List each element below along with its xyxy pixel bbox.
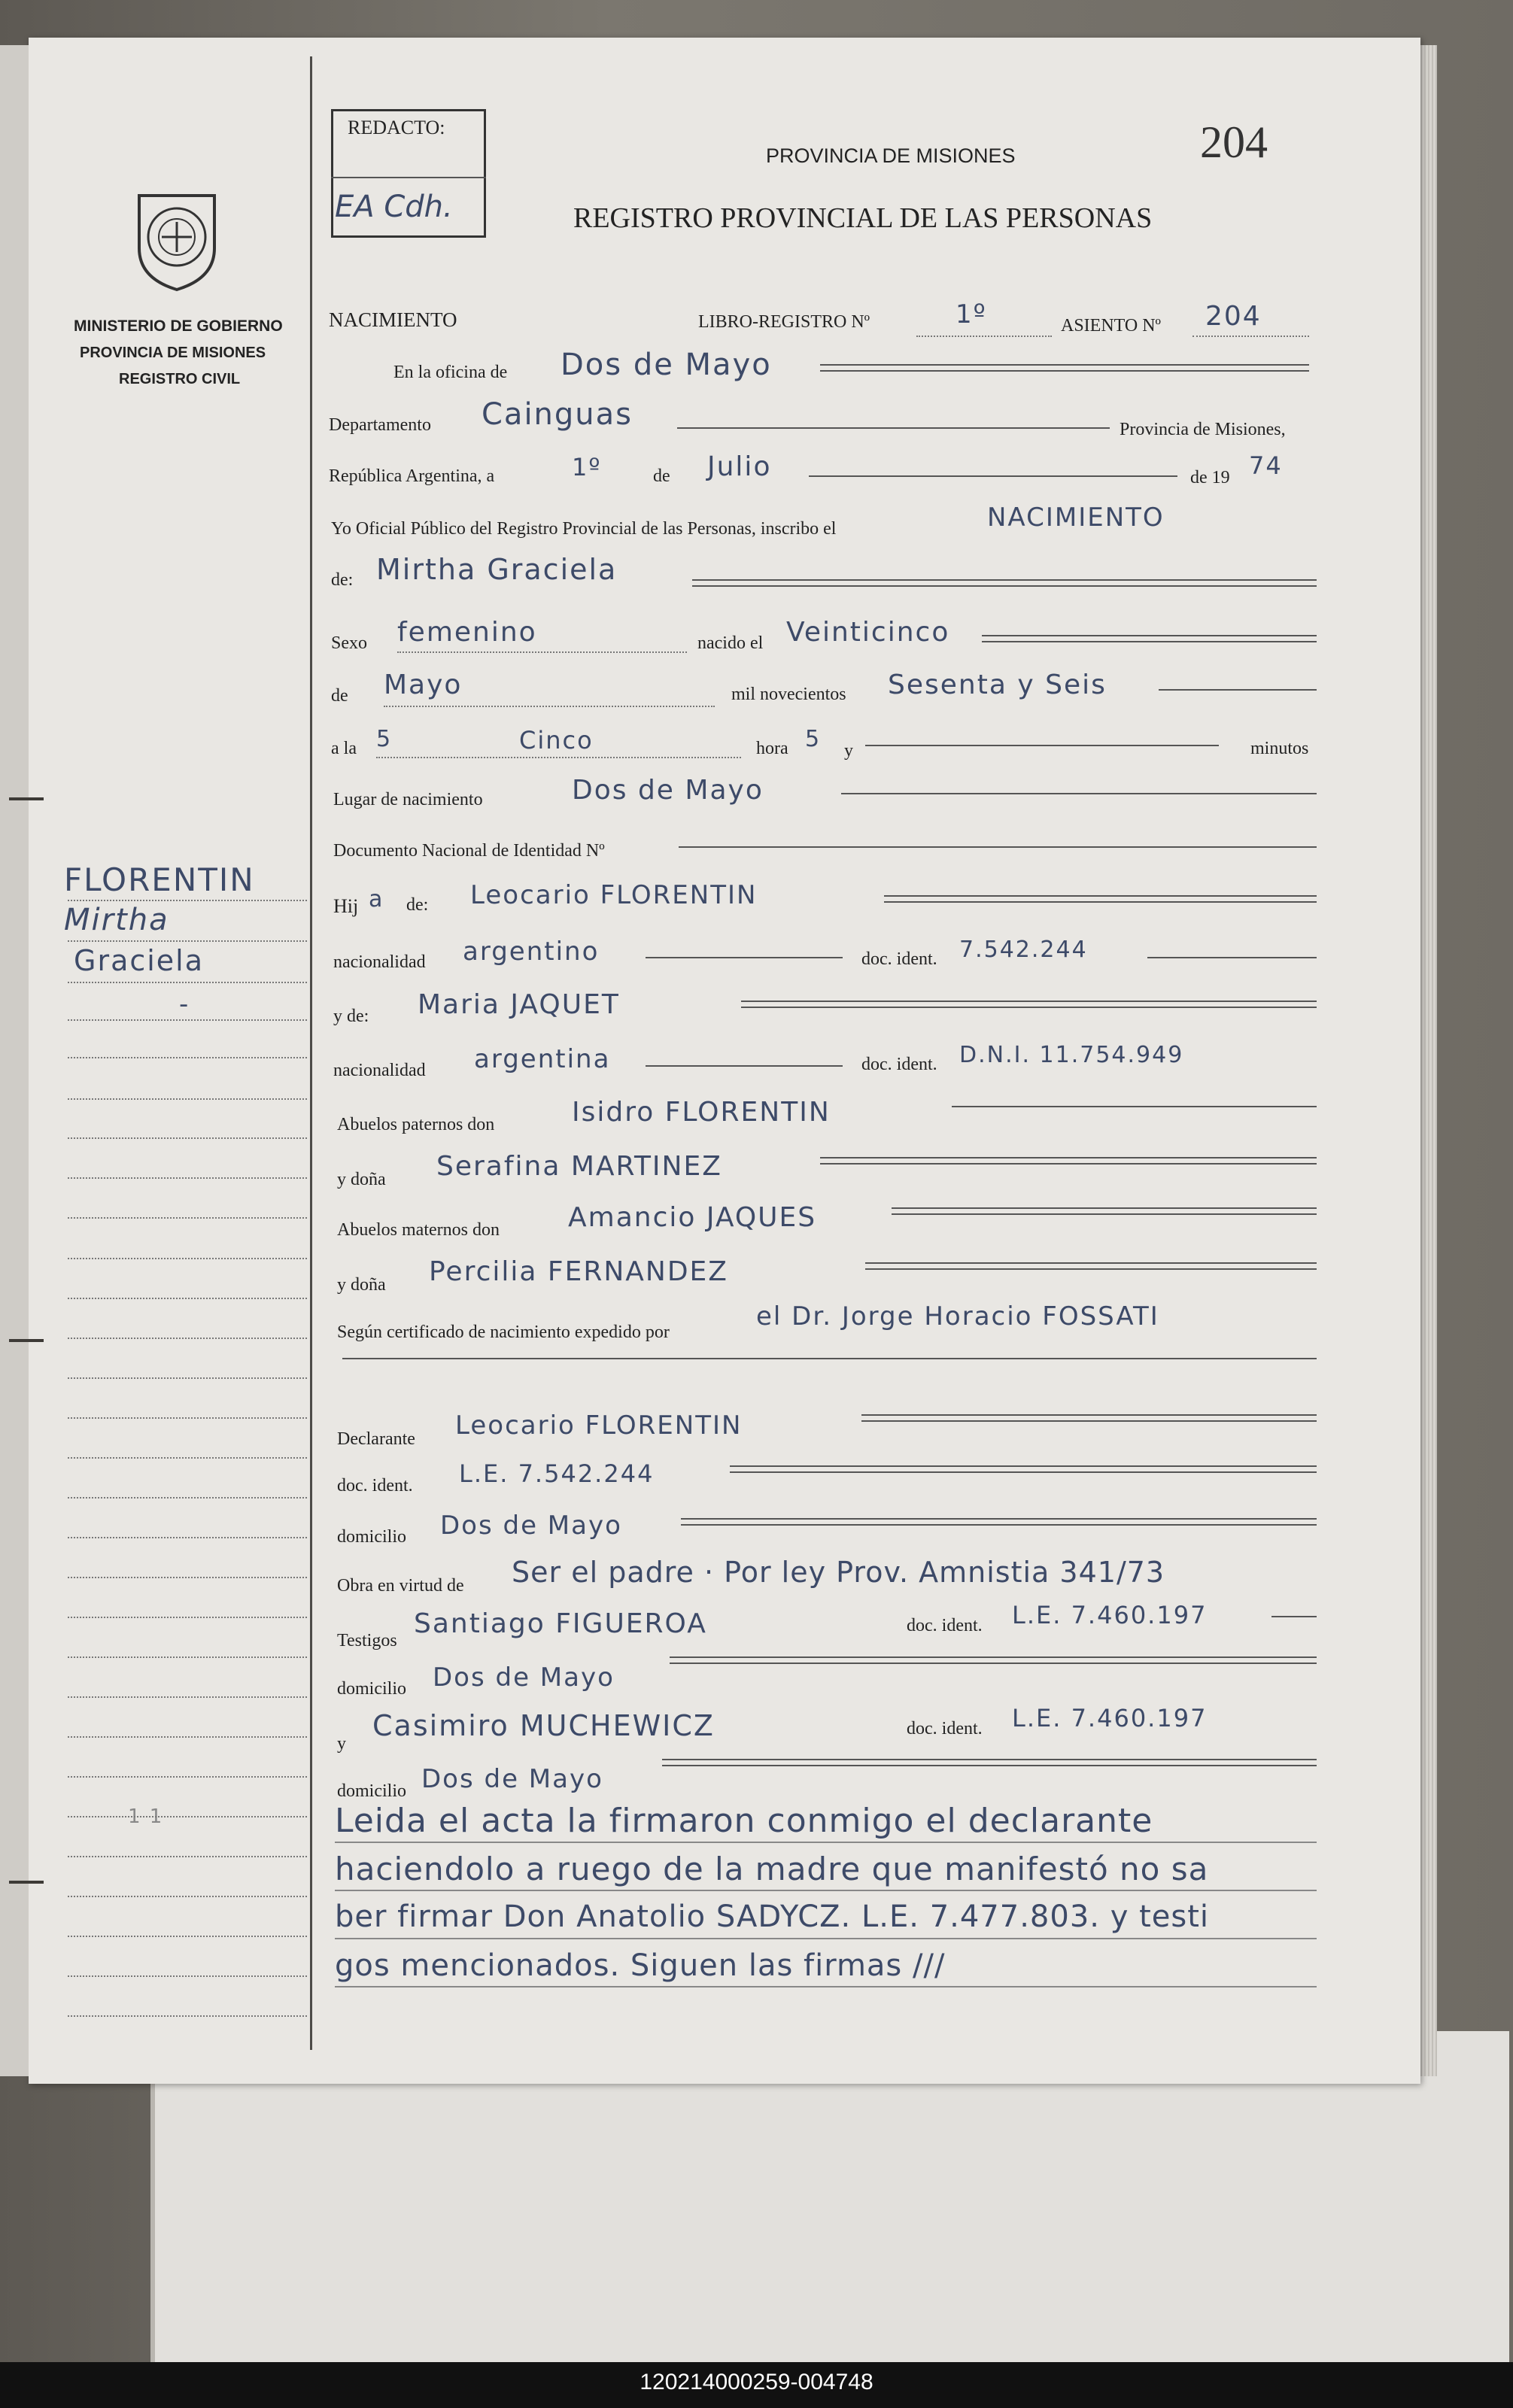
fill-line — [662, 1759, 1317, 1766]
margin-line — [68, 940, 307, 942]
fill-line — [692, 579, 1317, 587]
fill-line — [865, 1262, 1317, 1270]
anio-nac-value: Sesenta y Seis — [888, 670, 1107, 700]
seal-icon — [128, 181, 226, 293]
fill-line — [1192, 336, 1309, 337]
margin-line — [68, 1617, 307, 1618]
doc-padre-label: doc. ident. — [861, 949, 937, 969]
nacionalidad-padre-value: argentino — [463, 937, 600, 967]
anio-label: de 19 — [1190, 468, 1230, 487]
margin-line — [68, 1177, 307, 1179]
oficial-value: NACIMIENTO — [987, 503, 1165, 533]
nombre-value: Mirtha Graciela — [376, 553, 618, 586]
testigo2-value: Casimiro MUCHEWICZ — [372, 1709, 715, 1742]
margin-line — [68, 1497, 307, 1499]
margin-first-name: Mirtha — [64, 903, 169, 937]
certificado-label: Según certificado de nacimiento expedido por — [337, 1322, 670, 1342]
doc-testigo1-value: L.E. 7.460.197 — [1012, 1601, 1208, 1629]
abuela-paterna-label: y doña — [337, 1170, 386, 1189]
doc-padre-value: 7.542.244 — [959, 937, 1088, 963]
margin-line — [68, 1019, 307, 1021]
libro-value: 1º — [955, 299, 987, 329]
fill-line — [1271, 1616, 1317, 1617]
nota-line-4: gos mencionados. Siguen las firmas /// — [335, 1948, 946, 1983]
declarante-label: Declarante — [337, 1429, 415, 1449]
lugar-value: Dos de Mayo — [572, 775, 764, 806]
margin-line — [68, 1896, 307, 1897]
hijo-de-label: de: — [406, 895, 429, 915]
nota-rule — [335, 1938, 1317, 1939]
fill-line — [820, 1157, 1317, 1165]
y-label: y — [844, 741, 853, 761]
fill-line — [884, 895, 1317, 903]
mes-value: Julio — [707, 451, 772, 482]
hora-value: 5 — [805, 726, 822, 752]
fill-line — [677, 427, 1110, 429]
margin-line — [68, 1537, 307, 1538]
nota-rule — [335, 1842, 1317, 1843]
fill-line — [646, 957, 843, 958]
fill-line — [741, 1001, 1317, 1008]
redacto-initials: EA Cdh. — [335, 190, 453, 224]
margin-line — [68, 1816, 307, 1817]
margin-line — [68, 1417, 307, 1419]
departamento-value: Cainguas — [482, 397, 633, 432]
sidebar-province-label: PROVINCIA DE MISIONES — [80, 345, 266, 361]
document-id: 120214000259-004748 — [640, 2370, 873, 2394]
dia-value: 1º — [572, 453, 602, 481]
margin-line — [68, 900, 307, 901]
abuelo-materno-value: Amancio JAQUES — [568, 1202, 817, 1233]
asiento-value: 204 — [1205, 301, 1262, 332]
margin-line — [68, 1975, 307, 1977]
nacionalidad-madre-value: argentina — [474, 1044, 611, 1074]
doc-declarante-label: doc. ident. — [337, 1476, 413, 1496]
domicilio-label: domicilio — [337, 1527, 406, 1547]
binding-stitch — [9, 1339, 44, 1342]
padre-value: Leocario FLORENTIN — [470, 880, 758, 910]
a-la-value: 5 — [376, 726, 393, 752]
margin-surname: FLORENTIN — [64, 861, 255, 898]
a-la-label: a la — [331, 739, 357, 758]
fill-line — [809, 475, 1177, 477]
nota-rule — [335, 1986, 1317, 1987]
mes-nac-value: Mayo — [384, 670, 463, 700]
obra-value: Ser el padre · Por ley Prov. Amnistia 341/73 — [512, 1556, 1165, 1589]
nacido-value: Veinticinco — [786, 617, 950, 648]
abuelo-paterno-value: Isidro FLORENTIN — [572, 1097, 831, 1128]
fill-line — [670, 1656, 1317, 1664]
nota-line-1: Leida el acta la firmaron conmigo el declarante — [335, 1802, 1153, 1840]
fill-line — [376, 757, 741, 758]
certificado-value: el Dr. Jorge Horacio FOSSATI — [756, 1301, 1159, 1332]
mil-novecientos-label: mil novecientos — [731, 685, 846, 704]
anio-value: 74 — [1249, 451, 1283, 480]
margin-line — [68, 2015, 307, 2017]
domicilio-t1-label: domicilio — [337, 1679, 406, 1699]
hora-words: Cinco — [519, 726, 594, 755]
fill-line — [384, 706, 715, 707]
province-title: PROVINCIA DE MISIONES — [766, 144, 1016, 167]
fill-line — [1147, 957, 1317, 958]
republica-label: República Argentina, a — [329, 466, 495, 486]
margin-line — [68, 1577, 307, 1578]
fill-line — [861, 1414, 1317, 1422]
obra-label: Obra en virtud de — [337, 1576, 464, 1596]
fill-line — [681, 1518, 1317, 1526]
doc-madre-value: D.N.I. 11.754.949 — [959, 1042, 1184, 1068]
fill-line — [397, 651, 687, 653]
doc-testigo2-label: doc. ident. — [907, 1719, 983, 1738]
libro-label: LIBRO-REGISTRO Nº — [698, 312, 870, 332]
domicilio-t2-label: domicilio — [337, 1781, 406, 1801]
domicilio-t2-value: Dos de Mayo — [421, 1764, 603, 1794]
margin-line — [68, 1057, 307, 1058]
departamento-label: Departamento — [329, 415, 431, 435]
fill-line — [916, 336, 1052, 337]
abuelos-paternos-label: Abuelos paternos don — [337, 1115, 495, 1134]
abuela-paterna-value: Serafina MARTINEZ — [436, 1151, 722, 1182]
sexo-label: Sexo — [331, 633, 367, 653]
binding-stitch — [9, 797, 44, 800]
fill-line — [679, 846, 1317, 848]
margin-line — [68, 1656, 307, 1658]
margin-line — [68, 982, 307, 983]
margin-line — [68, 1696, 307, 1698]
asiento-label: ASIENTO Nº — [1061, 316, 1161, 336]
fecha-de-label: de — [653, 466, 670, 486]
minutos-label: minutos — [1250, 739, 1309, 758]
testigos-label: Testigos — [337, 1631, 397, 1650]
y-testigo2-label: y — [337, 1734, 346, 1754]
abuela-materna-value: Percilia FERNANDEZ — [429, 1256, 728, 1287]
doc-testigo1-label: doc. ident. — [907, 1616, 983, 1635]
book-binding — [0, 45, 29, 2076]
redacto-label: REDACTO: — [348, 117, 445, 138]
abuelos-maternos-label: Abuelos maternos don — [337, 1220, 500, 1240]
margin-line — [68, 1217, 307, 1219]
provincia-label: Provincia de Misiones, — [1120, 420, 1286, 439]
nota-rule — [335, 1890, 1317, 1891]
fill-line — [646, 1065, 843, 1067]
margin-line — [68, 1936, 307, 1937]
fill-line — [865, 745, 1219, 746]
margin-line — [68, 1856, 307, 1857]
hora-label: hora — [756, 739, 788, 758]
declarante-value: Leocario FLORENTIN — [455, 1410, 743, 1441]
fill-line — [892, 1207, 1317, 1215]
margin-second-name: Graciela — [74, 944, 205, 977]
nota-line-2: haciendolo a ruego de la madre que manifestó no sa — [335, 1851, 1209, 1887]
madre-value: Maria JAQUET — [418, 989, 620, 1020]
hijo-suffix: a — [369, 886, 384, 912]
hijo-label: Hij — [333, 895, 359, 917]
y-de-label: y de: — [333, 1007, 369, 1026]
fill-line — [841, 793, 1317, 794]
doc-testigo2-value: L.E. 7.460.197 — [1012, 1704, 1208, 1732]
margin-dash: - — [179, 989, 190, 1019]
dni-label: Documento Nacional de Identidad Nº — [333, 841, 605, 861]
oficina-value: Dos de Mayo — [561, 348, 772, 382]
margin-line — [68, 1776, 307, 1778]
nacimiento-label: NACIMIENTO — [329, 308, 457, 331]
lugar-label: Lugar de nacimiento — [333, 790, 483, 809]
sexo-value: femenino — [397, 617, 537, 648]
margin-line — [68, 1298, 307, 1299]
margin-line — [68, 1098, 307, 1100]
fill-line — [820, 364, 1309, 372]
margin-note: 1 1 — [128, 1805, 164, 1828]
binding-stitch — [9, 1881, 44, 1884]
page-number: 204 — [1200, 117, 1268, 167]
nombre-de-label: de: — [331, 570, 354, 590]
abuela-materna-label: y doña — [337, 1275, 386, 1295]
margin-line — [68, 1457, 307, 1459]
ministry-label: MINISTERIO DE GOBIERNO — [74, 317, 283, 335]
mes-nac-de-label: de — [331, 686, 348, 706]
domicilio-value: Dos de Mayo — [440, 1511, 622, 1541]
margin-rule — [310, 56, 312, 2050]
margin-line — [68, 1338, 307, 1339]
nacido-label: nacido el — [697, 633, 764, 653]
testigo1-value: Santiago FIGUEROA — [414, 1608, 707, 1639]
doc-madre-label: doc. ident. — [861, 1055, 937, 1074]
fill-line — [342, 1358, 1317, 1359]
fill-line — [730, 1465, 1317, 1473]
fill-line — [982, 635, 1317, 642]
nota-line-3: ber firmar Don Anatolio SADYCZ. L.E. 7.477.803. y testi — [335, 1899, 1210, 1934]
margin-line — [68, 1137, 307, 1139]
nacionalidad-madre-label: nacionalidad — [333, 1061, 426, 1080]
margin-line — [68, 1258, 307, 1259]
redacto-divider — [331, 177, 486, 178]
fill-line — [952, 1106, 1317, 1107]
domicilio-t1-value: Dos de Mayo — [433, 1663, 615, 1693]
margin-line — [68, 1736, 307, 1738]
margin-line — [68, 1377, 307, 1379]
oficial-label: Yo Oficial Público del Registro Provincial de las Personas, inscribo el — [331, 519, 837, 539]
registry-title: REGISTRO PROVINCIAL DE LAS PERSONAS — [573, 202, 1153, 234]
doc-declarante-value: L.E. 7.542.244 — [459, 1459, 655, 1488]
civil-registry-label: REGISTRO CIVIL — [119, 371, 241, 387]
fill-line — [1159, 689, 1317, 691]
oficina-label: En la oficina de — [393, 363, 508, 382]
nacionalidad-padre-label: nacionalidad — [333, 952, 426, 972]
